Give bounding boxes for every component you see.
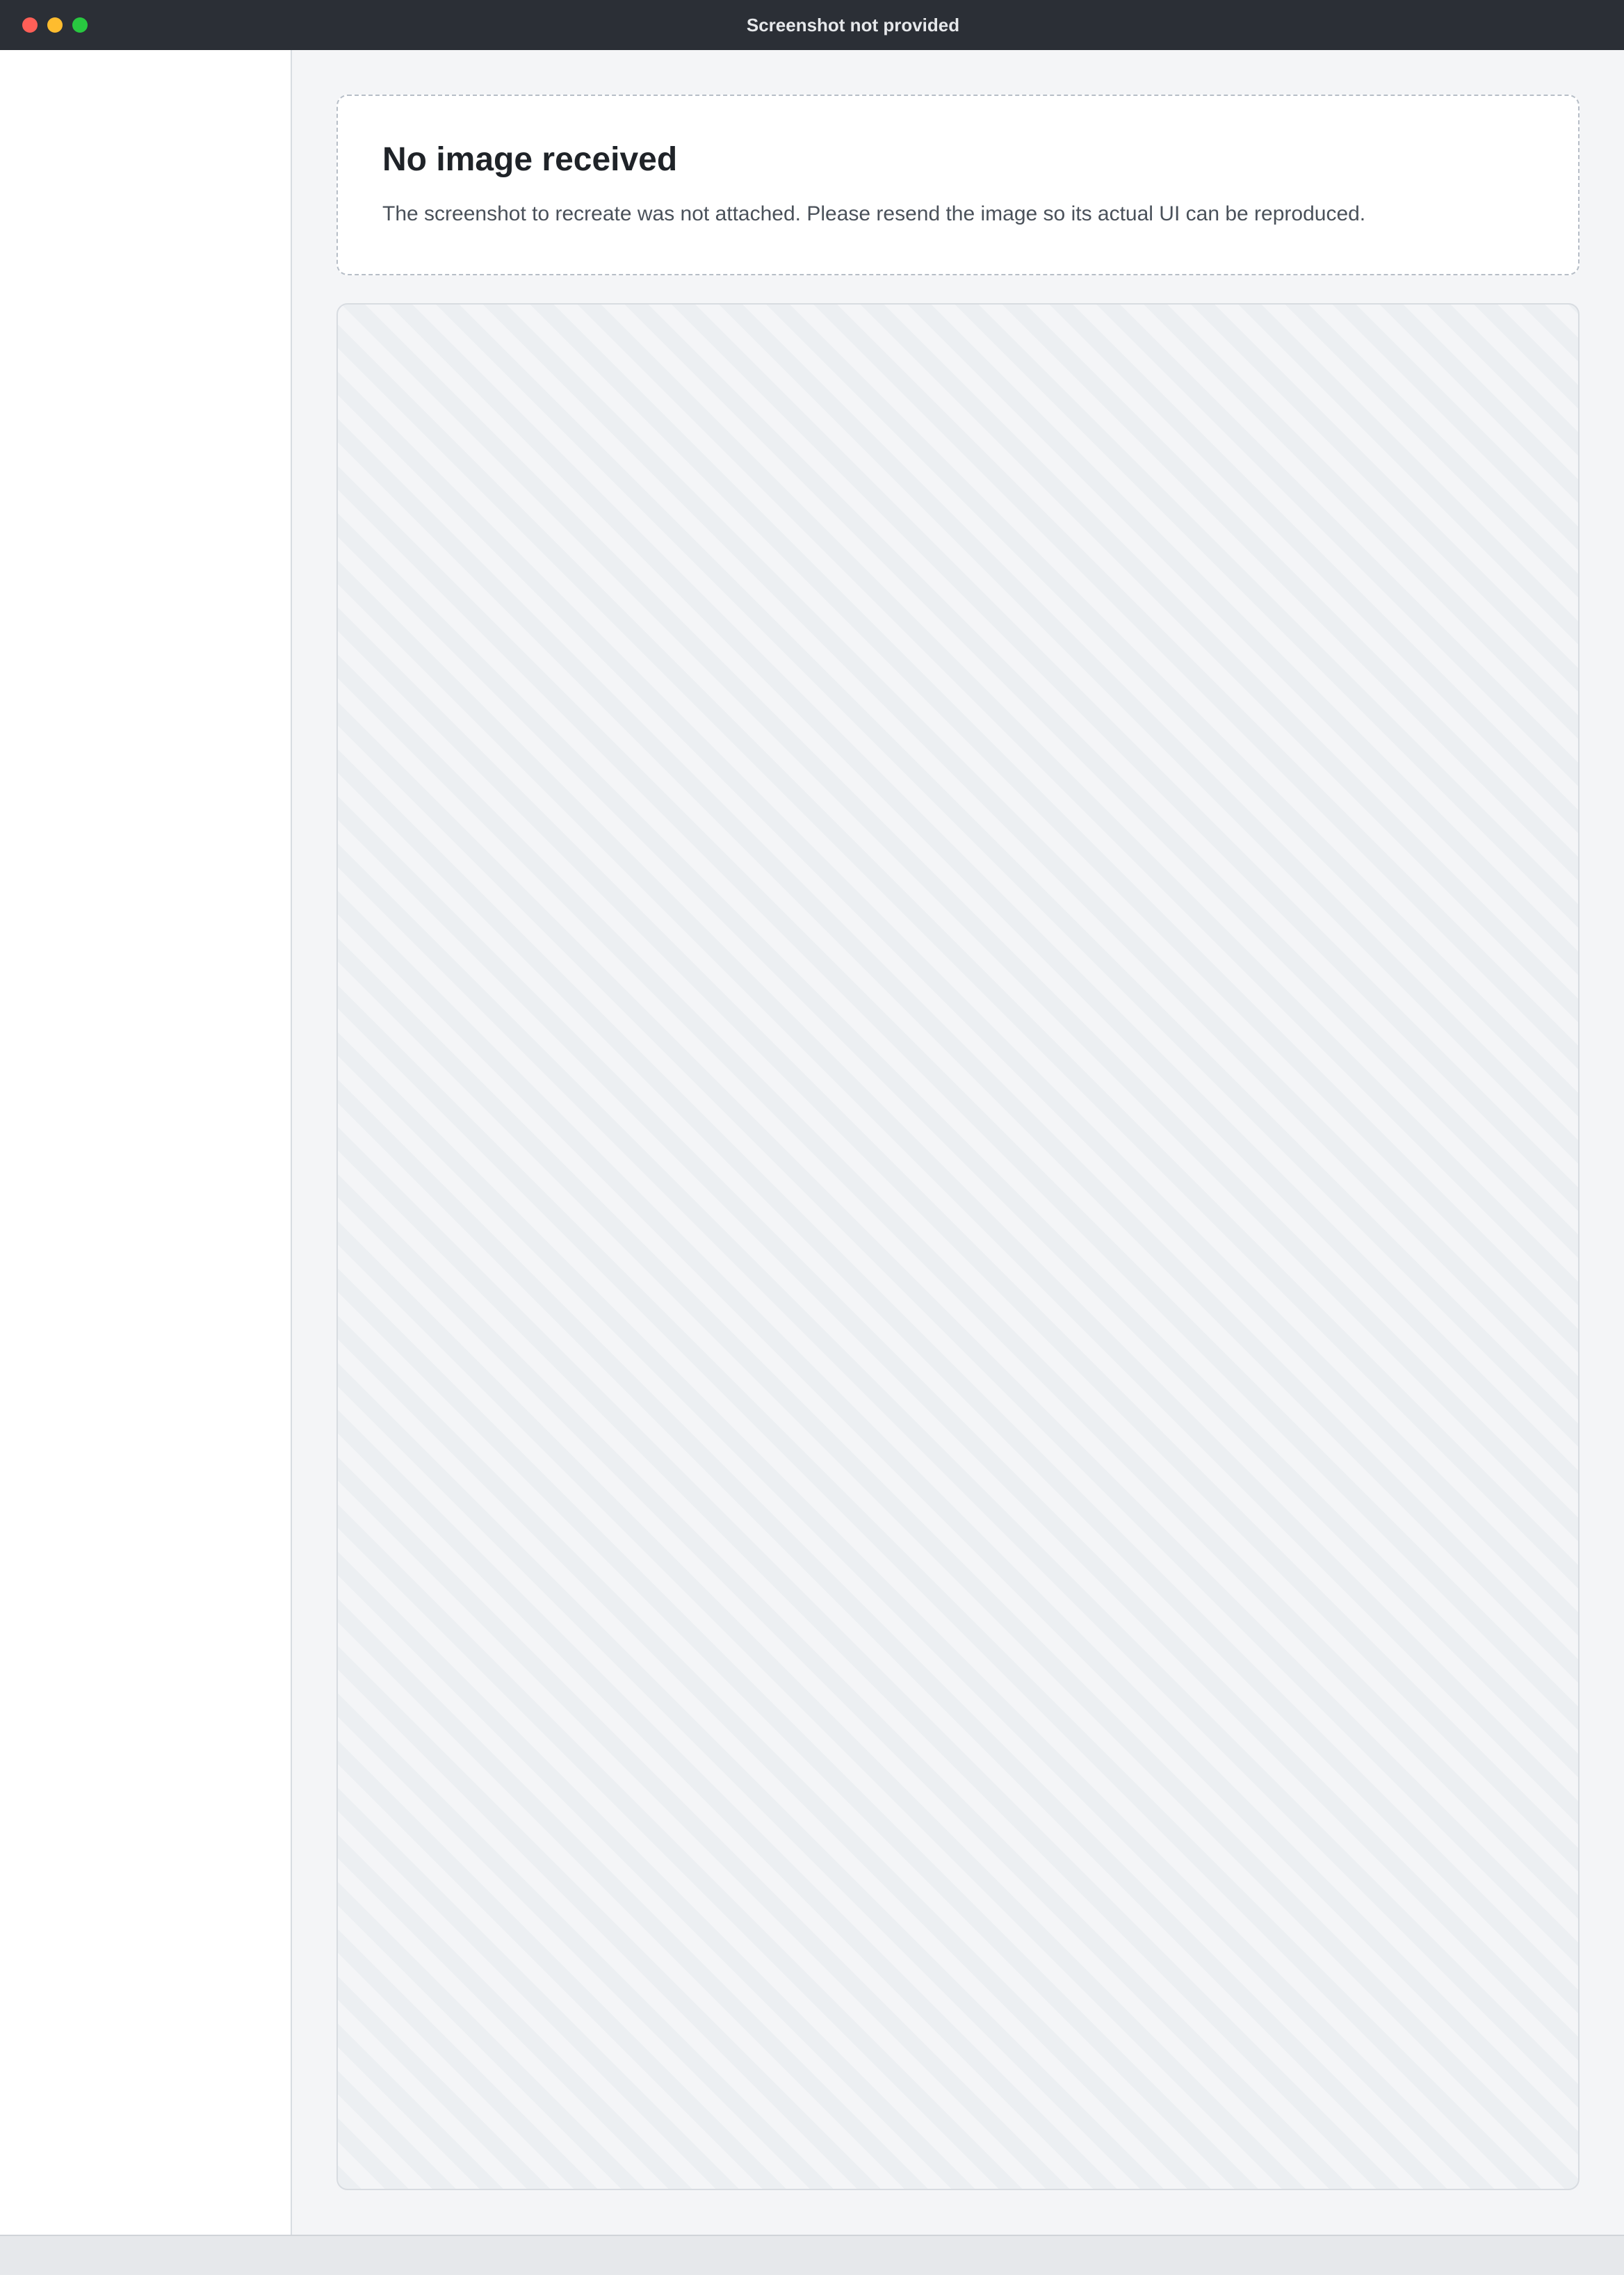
window-title: Screenshot not provided <box>746 14 960 35</box>
maximize-icon[interactable] <box>72 17 88 33</box>
sidebar <box>0 50 292 2235</box>
empty-content-region <box>336 303 1580 2190</box>
main-content <box>292 50 1624 2235</box>
window-controls <box>22 17 88 33</box>
title-bar <box>0 0 1624 50</box>
missing-image-notice <box>336 95 1580 275</box>
minimize-icon[interactable] <box>47 17 63 33</box>
close-icon[interactable] <box>22 17 38 33</box>
notice-heading: No image received <box>382 141 678 178</box>
notice-text: The screenshot to recreate was not attached. Please resend the image so its actual UI can be reproduced. <box>382 202 1366 225</box>
body-area <box>0 50 1624 2235</box>
status-bar <box>0 2235 1624 2275</box>
